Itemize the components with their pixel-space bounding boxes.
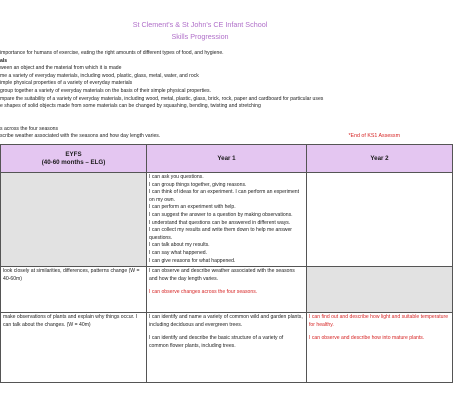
year2-header: Year 2	[307, 145, 453, 173]
seasons-objective	[0, 126, 400, 140]
year2-cell-plants	[307, 313, 453, 383]
year1-cell-plants	[147, 313, 307, 383]
seasons-statement: I can observe and describe weather associated with the seasons and how the day length varies.	[149, 268, 295, 282]
objective-line: mpare the suitability of a variety of everyday materials, including wood, metal, plastic, glass, brick, rock, paper and cardboard for particular uses	[0, 95, 324, 102]
objective-line: imple physical properties of a variety of everyday materials	[0, 80, 133, 86]
eyfs-seasons-text: look closely at similarities, differences, patterns change (W = 40-60m)	[3, 268, 140, 282]
objective-line: group together a variety of everyday materials on the basis of their simple physical properties.	[0, 88, 211, 94]
year1-cell-enquiry	[147, 173, 307, 267]
seasons-line: scribe weather associated with the seasons and how day length varies.	[0, 133, 161, 139]
plants-statement: I can identify and describe the basic structure of a variety of common flower plants, including trees.	[149, 335, 284, 349]
enquiry-statement: I can ask you questions.	[149, 174, 204, 180]
seasons-statement-highlight: I can observe changes across the four seasons.	[149, 289, 258, 296]
enquiry-statement: I can say what happened.	[149, 249, 208, 256]
year2-cell-enquiry	[307, 173, 453, 267]
enquiry-statement: I can think of ideas for an experiment. I can perform an experiment on my own.	[149, 189, 300, 203]
document-subtitle: Skills Progression	[171, 32, 229, 41]
eyfs-cell-plants	[1, 313, 147, 383]
plants-statement-highlight: I can find out and describe how light and suitable temperature for healthy.	[309, 314, 449, 328]
enquiry-statement: I understand that questions can be answered in different ways.	[149, 219, 291, 226]
year1-cell-seasons	[147, 267, 307, 313]
plants-statement: I can identify and name a variety of common wild and garden plants, including deciduous and evergreen trees.	[149, 314, 303, 328]
ks1-assessment-note: *End of KS1 Assessm	[348, 133, 400, 139]
year2-cell-seasons	[307, 267, 453, 313]
objective-line: ween an object and the material from which it is made	[0, 65, 122, 71]
objective-line: me a variety of everyday materials, including wood, plastic, glass, metal, water, and rock	[0, 72, 199, 79]
objective-line: importance for humans of exercise, eating the right amounts of different types of food, and hygiene.	[0, 50, 224, 56]
objective-line: e shapes of solid objects made from some materials can be changed by squashing, bending, twisting and stretching	[0, 103, 261, 109]
eyfs-header	[1, 145, 147, 173]
enquiry-statement: I can talk about my results.	[149, 242, 210, 249]
skills-progression-table	[0, 144, 453, 383]
eyfs-header-range: (40-60 months – ELG)	[41, 158, 106, 166]
enquiry-statement: I can perform an experiment with help.	[149, 204, 236, 211]
enquiry-statement: I can collect my results and write them down to help me answer questions.	[149, 227, 292, 241]
enquiry-statement: I can suggest the answer to a question by making observations.	[149, 211, 293, 218]
enquiry-statement: I can give reasons for what happened.	[149, 257, 236, 264]
objective-line: als	[0, 58, 8, 64]
school-title: St Clement's & St John's CE Infant School	[132, 20, 268, 29]
eyfs-plants-text: make observations of plants and explain why things occur. I can talk about the changes. (W = 40m)	[3, 314, 138, 328]
eyfs-header-label: EYFS	[65, 150, 82, 158]
seasons-line: s across the four seasons	[0, 126, 59, 132]
eyfs-cell-enquiry	[1, 173, 147, 267]
year1-header: Year 1	[147, 145, 307, 173]
enquiry-statement: I can group things together, giving reasons.	[149, 181, 247, 188]
plants-statement-highlight: I can observe and describe how into mature plants.	[309, 335, 425, 342]
eyfs-cell-seasons	[1, 267, 147, 313]
